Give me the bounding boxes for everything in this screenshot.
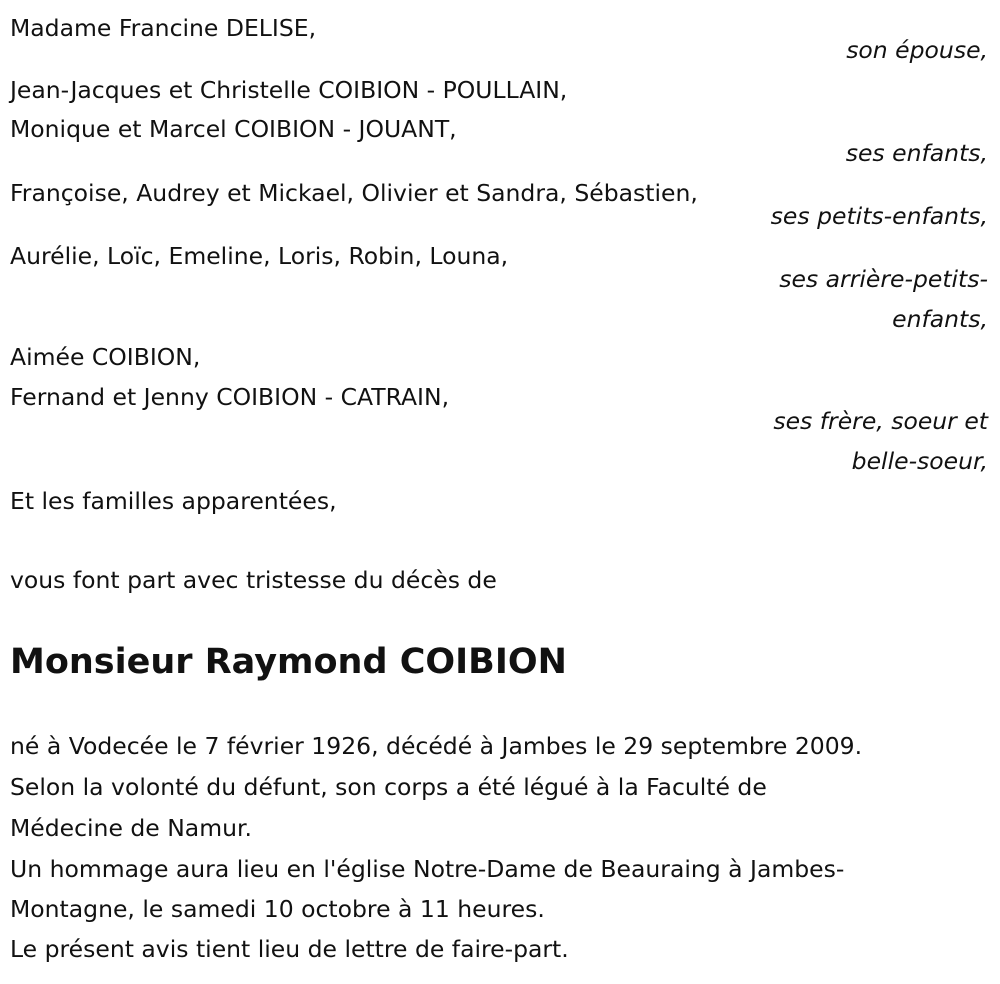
deceased-name-heading: Monsieur Raymond COIBION (10, 642, 567, 682)
body-line: né à Vodecée le 7 février 1926, décédé à Jambes le 29 septembre 2009. (10, 732, 863, 760)
family-name-line: Monique et Marcel COIBION - JOUANT, (10, 115, 457, 143)
relation-label: ses petits-enfants, (770, 202, 988, 230)
body-line: Un hommage aura lieu en l'église Notre-Dame de Beauraing à Jambes- (10, 855, 845, 883)
body-line: Médecine de Namur. (10, 814, 252, 842)
body-line: Le présent avis tient lieu de lettre de faire-part. (10, 935, 569, 963)
family-name-line: Aurélie, Loïc, Emeline, Loris, Robin, Louna, (10, 242, 509, 270)
relation-label: son épouse, (846, 36, 988, 64)
family-name-line: Jean-Jacques et Christelle COIBION - POULLAIN, (10, 76, 568, 104)
body-line: Selon la volonté du défunt, son corps a été légué à la Faculté de (10, 773, 767, 801)
family-name-line: Madame Francine DELISE, (10, 14, 317, 42)
family-name-line: Aimée COIBION, (10, 343, 201, 371)
family-name-line: Fernand et Jenny COIBION - CATRAIN, (10, 383, 450, 411)
body-line: Montagne, le samedi 10 octobre à 11 heures. (10, 895, 545, 923)
family-name-line: Françoise, Audrey et Mickael, Olivier et Sandra, Sébastien, (10, 179, 698, 207)
families-line: Et les familles apparentées, (10, 487, 337, 515)
relation-label: ses enfants, (845, 139, 988, 167)
announcement-line: vous font part avec tristesse du décès de (10, 566, 497, 594)
relation-label: ses arrière-petits- (779, 265, 988, 293)
relation-label: enfants, (892, 305, 988, 333)
relation-label: ses frère, soeur et (773, 407, 988, 435)
relation-label: belle-soeur, (851, 447, 988, 475)
